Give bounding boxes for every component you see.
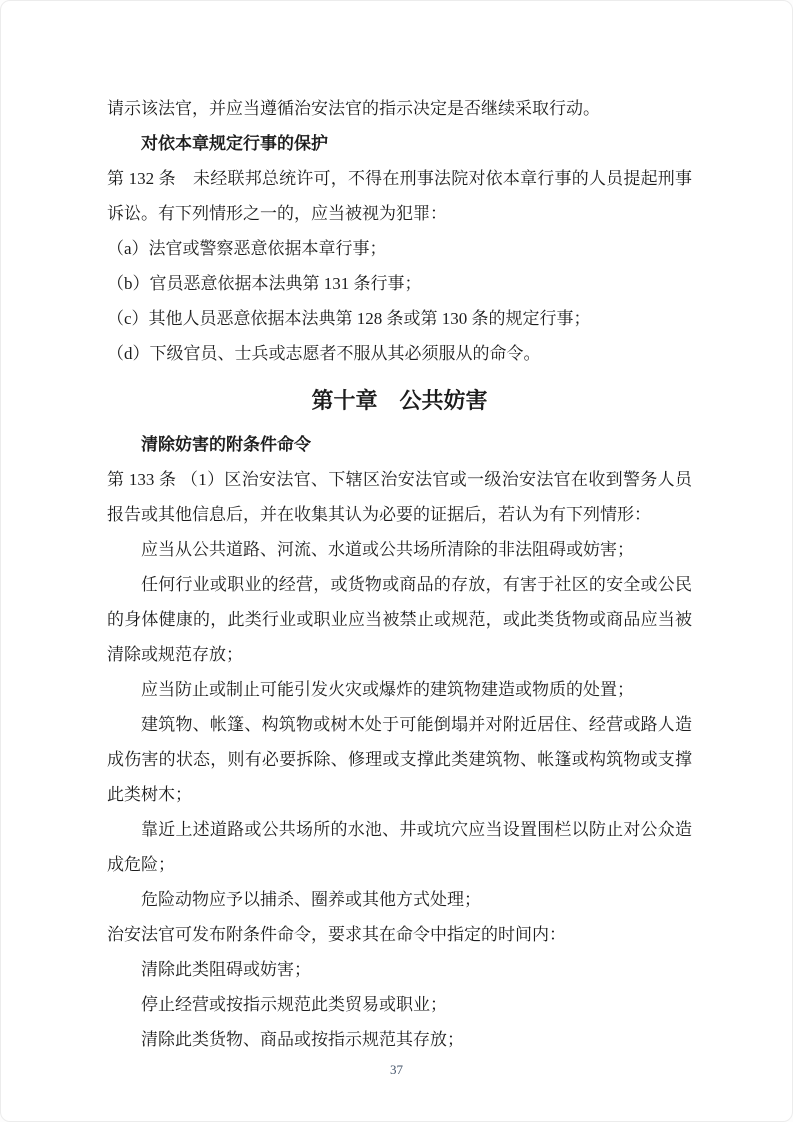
clause-stop-trade: 停止经营或按指示规范此类贸易或职业； bbox=[141, 995, 447, 1014]
clause-dangerous-animal: 危险动物应予以捕杀、圈养或其他方式处理； bbox=[141, 890, 481, 909]
paragraph-conditional-order: 治安法官可发布附条件命令，要求其在命令中指定的时间内： bbox=[107, 925, 566, 944]
list-item-d: （d）下级官员、士兵或志愿者不服从其必须服从的命令。 bbox=[107, 344, 541, 363]
clause-remove-obstruction: 清除此类阻碍或妨害； bbox=[141, 960, 311, 979]
clause-building-collapse: 建筑物、帐篷、构筑物或树木处于可能倒塌并对附近居住、经营或路人造成伤害的状态，则有必要拆除、修理或支撑此类建筑物、帐篷或构筑物或支撑此类树木； bbox=[107, 715, 692, 804]
chapter-title: 第十章 公共妨害 bbox=[311, 388, 488, 413]
clause-tank-well-pit: 靠近上述道路或公共场所的水池、井或坑穴应当设置围栏以防止对公众造成危险； bbox=[107, 820, 692, 874]
article-132-paragraph: 第 132 条 未经联邦总统许可，不得在刑事法院对依本章行事的人员提起刑事诉讼。有下列情形之一的，应当被视为犯罪： bbox=[107, 169, 692, 223]
clause-fire-explosion: 应当防止或制止可能引发火灾或爆炸的建筑物建造或物质的处置； bbox=[141, 680, 634, 699]
document-content bbox=[107, 91, 692, 1057]
list-item-b: （b）官员恶意依据本法典第 131 条行事； bbox=[107, 274, 422, 293]
clause-remove-goods: 清除此类货物、商品或按指示规范其存放； bbox=[141, 1030, 464, 1049]
section-heading-protection: 对依本章规定行事的保护 bbox=[141, 134, 328, 153]
section-heading-order: 清除妨害的附条件命令 bbox=[141, 435, 311, 454]
list-item-a: （a）法官或警察恶意依据本章行事； bbox=[107, 239, 387, 258]
page-number: 37 bbox=[390, 1062, 403, 1077]
clause-obstruction: 应当从公共道路、河流、水道或公共场所清除的非法阻碍或妨害； bbox=[141, 540, 634, 559]
list-item-c: （c）其他人员恶意依据本法典第 128 条或第 130 条的规定行事； bbox=[107, 309, 591, 328]
paragraph-continuation: 请示该法官，并应当遵循治安法官的指示决定是否继续采取行动。 bbox=[107, 99, 600, 118]
article-133-paragraph: 第 133 条 （1）区治安法官、下辖区治安法官或一级治安法官在收到警务人员报告或其他信息后，并在收集其认为必要的证据后，若认为有下列情形： bbox=[107, 470, 692, 524]
clause-trade-goods: 任何行业或职业的经营，或货物或商品的存放，有害于社区的安全或公民的身体健康的，此类行业或职业应当被禁止或规范，或此类货物或商品应当被清除或规范存放； bbox=[107, 575, 692, 664]
